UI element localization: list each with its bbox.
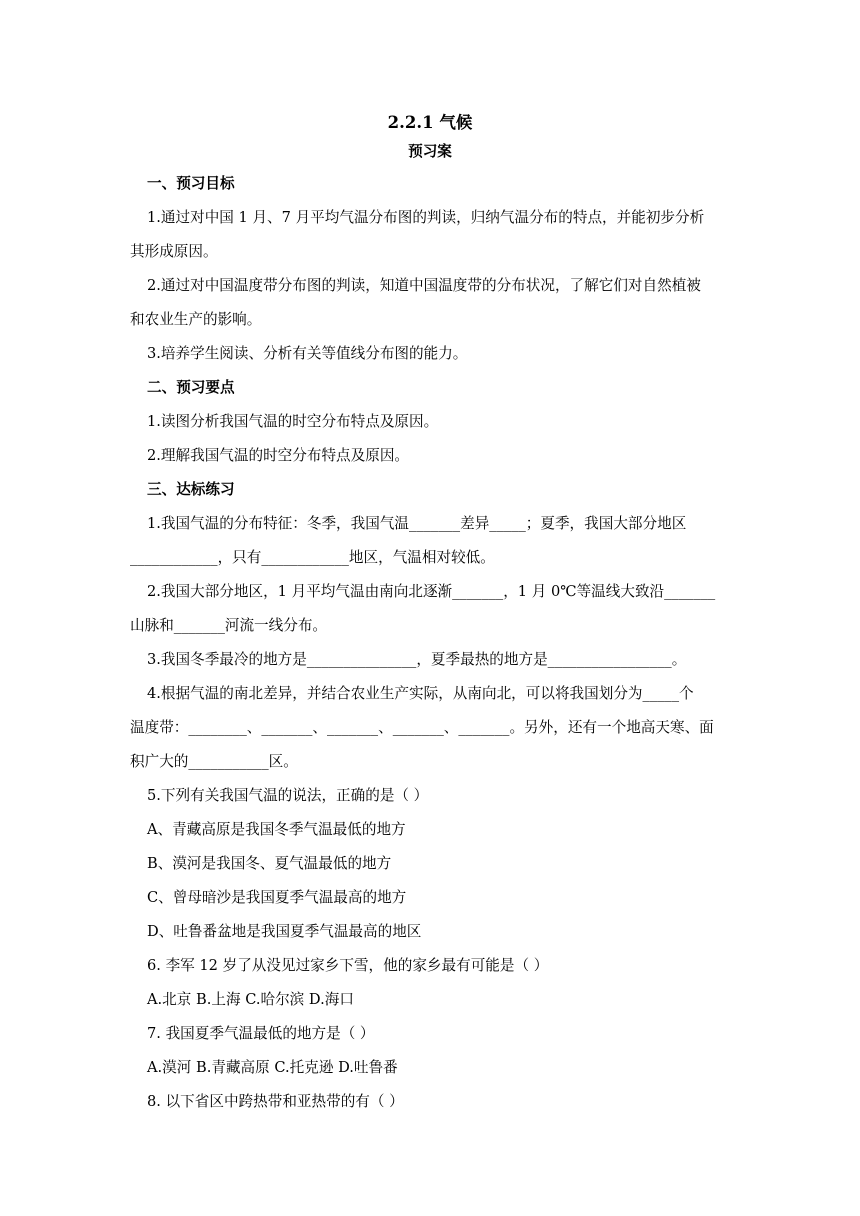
text-line: A、青藏高原是我国冬季气温最低的地方 xyxy=(147,821,406,838)
text-line: ____________，只有____________地区，气温相对较低。 xyxy=(130,549,495,566)
document-subtitle: 预习案 xyxy=(408,143,452,160)
text-line: 5.下列有关我国气温的说法，正确的是（ ） xyxy=(147,787,429,804)
section-heading: 一、预习目标 xyxy=(147,175,235,192)
text-line: 和农业生产的影响。 xyxy=(130,311,262,328)
document-title: 2.2.1 气候 xyxy=(387,113,473,132)
text-line: 2.我国大部分地区，1 月平均气温由南向北逐渐_______，1 月 0℃等温线大致沿_______ xyxy=(147,583,716,600)
text-line: C、曾母暗沙是我国夏季气温最高的地方 xyxy=(147,889,407,906)
text-line: 其形成原因。 xyxy=(130,243,218,260)
section-heading: 三、达标练习 xyxy=(147,481,235,498)
text-line: 1.通过对中国 1 月、7 月平均气温分布图的判读，归纳气温分布的特点，并能初步分析 xyxy=(147,209,705,226)
section-heading: 二、预习要点 xyxy=(147,379,235,396)
text-line: 3.我国冬季最冷的地方是_______________，夏季最热的地方是_________________。 xyxy=(147,651,687,668)
text-line: 2.理解我国气温的时空分布特点及原因。 xyxy=(147,447,410,464)
text-line: 2.通过对中国温度带分布图的判读，知道中国温度带的分布状况，了解它们对自然植被 xyxy=(147,277,701,294)
text-line: A.北京 B.上海 C.哈尔滨 D.海口 xyxy=(147,991,354,1008)
text-line: 1.读图分析我国气温的时空分布特点及原因。 xyxy=(147,413,439,430)
text-line: D、吐鲁番盆地是我国夏季气温最高的地区 xyxy=(147,923,422,940)
text-line: 温度带：________、_______、_______、_______、_______。另外，还有一个地高天寒、面 xyxy=(130,719,714,736)
text-line: 6. 李军 12 岁了从没见过家乡下雪，他的家乡最有可能是（ ） xyxy=(147,957,549,974)
document-lines xyxy=(130,167,730,1119)
text-line: 1.我国气温的分布特征：冬季，我国气温_______差异_____；夏季，我国大部分地区 xyxy=(147,515,687,532)
text-line: 山脉和_______河流一线分布。 xyxy=(130,617,328,634)
text-line: A.漠河 B.青藏高原 C.托克逊 D.吐鲁番 xyxy=(147,1059,398,1076)
text-line: 7. 我国夏季气温最低的地方是（ ） xyxy=(147,1025,375,1042)
text-line: 3.培养学生阅读、分析有关等值线分布图的能力。 xyxy=(147,345,468,362)
text-line: B、漠河是我国冬、夏气温最低的地方 xyxy=(147,855,392,872)
text-line: 4.根据气温的南北差异，并结合农业生产实际，从南向北，可以将我国划分为_____个 xyxy=(147,685,694,702)
text-line: 积广大的___________区。 xyxy=(130,753,298,770)
document-body xyxy=(130,111,730,1119)
text-line: 8. 以下省区中跨热带和亚热带的有（ ） xyxy=(147,1093,404,1110)
